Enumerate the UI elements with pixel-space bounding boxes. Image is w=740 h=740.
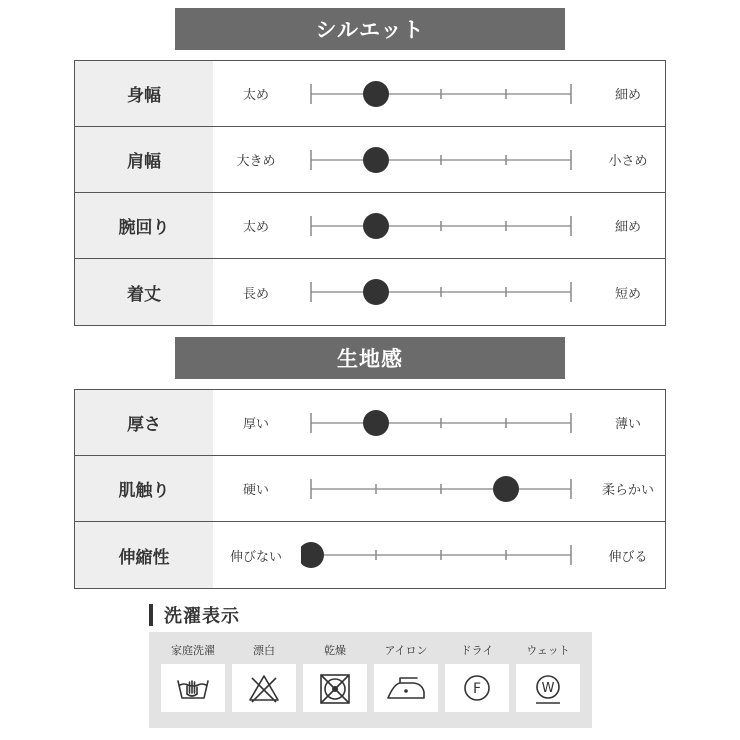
scale-left-text: 伸びない (229, 549, 282, 565)
care-label: ウェット (526, 644, 570, 657)
scale-left-text: 厚い (242, 417, 269, 432)
row-label: 腕回り (75, 193, 213, 258)
scale-left-text: 大きめ (236, 154, 276, 169)
scale-left-text: 硬い (242, 483, 269, 498)
scale-right-text: 小さめ (608, 154, 648, 169)
iron-icon (374, 664, 438, 712)
care-item-bleach (232, 632, 296, 728)
scale-right-text: 短め (614, 286, 641, 302)
silhouette-header-text: シルエット (315, 18, 425, 42)
scale-right-text: 細め (614, 220, 641, 235)
row-label: 着丈 (75, 259, 213, 325)
silhouette-table (74, 60, 666, 326)
hand-wash-icon (161, 664, 225, 712)
scale-left-text: 太め (242, 220, 269, 235)
scale-track (301, 522, 581, 586)
scale-right-text: 薄い (614, 417, 641, 432)
dry-clean-f-icon (445, 664, 509, 712)
care-title-bar (149, 604, 153, 626)
scale-track (301, 390, 581, 454)
scale-left-text: 長め (242, 286, 269, 302)
scale-track (301, 193, 581, 257)
scale-track (301, 259, 581, 323)
scale-track (301, 456, 581, 520)
care-panel (149, 632, 592, 728)
scale-marker (363, 81, 389, 107)
care-label: ドライ (460, 644, 494, 657)
row-label: 身幅 (75, 61, 213, 126)
care-item-wet-clean (516, 632, 580, 728)
care-title (149, 602, 240, 628)
care-label: 乾燥 (324, 644, 346, 657)
scale-right-text: 細め (614, 88, 641, 103)
fabric-table (74, 389, 666, 589)
dry-clean-symbol: F (472, 681, 482, 697)
scale-marker (363, 147, 389, 173)
scale-track (301, 61, 581, 125)
scale-marker (493, 476, 519, 502)
silhouette-header (175, 8, 565, 50)
scale-marker (301, 542, 324, 568)
scale-right-text: 柔らかい (601, 483, 654, 498)
scale-row-body-width (75, 61, 665, 127)
scale-row-length (75, 259, 665, 325)
care-item-iron (374, 632, 438, 728)
scale-marker (363, 410, 389, 436)
fabric-header-text: 生地感 (337, 347, 403, 371)
care-label: 家庭洗濯 (171, 644, 215, 657)
scale-row-stretch (75, 522, 665, 588)
row-label: 肌触り (75, 456, 213, 521)
fabric-header (175, 337, 565, 379)
row-label: 厚さ (75, 390, 213, 455)
scale-marker (363, 213, 389, 239)
care-item-dry (303, 632, 367, 728)
care-label: 漂白 (253, 644, 275, 657)
row-label: 伸縮性 (75, 522, 213, 588)
row-label: 肩幅 (75, 127, 213, 192)
scale-row-texture (75, 456, 665, 522)
care-title-text: 洗濯表示 (164, 606, 240, 627)
scale-row-arm-width (75, 193, 665, 259)
no-tumble-dry-icon (303, 664, 367, 712)
wet-clean-w-icon (516, 664, 580, 712)
scale-track (301, 127, 581, 191)
scale-marker (363, 279, 389, 305)
scale-row-shoulder-width (75, 127, 665, 193)
scale-row-thickness (75, 390, 665, 456)
care-item-dry-clean (445, 632, 509, 728)
scale-right-text: 伸びる (608, 549, 648, 565)
no-bleach-icon (232, 664, 296, 712)
care-label: アイロン (384, 644, 428, 657)
care-item-home-wash (161, 632, 225, 728)
scale-left-text: 太め (242, 88, 269, 103)
wet-clean-symbol: W (541, 681, 555, 696)
